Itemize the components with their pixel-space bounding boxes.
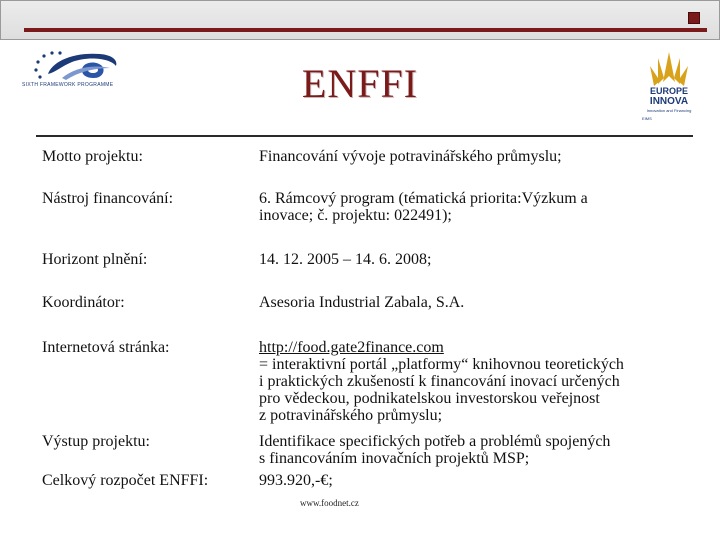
top-decor-bar xyxy=(0,0,720,40)
row-value xyxy=(259,472,679,489)
row-label: Horizont plnění: xyxy=(42,251,148,268)
row-label: Internetová stránka: xyxy=(42,339,170,356)
innova-tagline: Innovation and Financing xyxy=(646,108,692,113)
footer-url: www.foodnet.cz xyxy=(300,498,359,508)
website-link[interactable]: http://food.gate2finance.com xyxy=(259,339,444,356)
row-value xyxy=(259,294,679,311)
row-label: Motto projektu: xyxy=(42,148,143,165)
row-value xyxy=(259,148,679,165)
row-value-line: Asesoria Industrial Zabala, S.A. xyxy=(259,294,465,311)
innova-line1: EUROPE xyxy=(649,86,689,96)
innova-sub: EIMS xyxy=(642,116,652,121)
row-value-line: Financování vývoje potravinářského průmyslu; xyxy=(259,148,562,165)
row-value-line: i praktických zkušeností k financování inovací určených xyxy=(259,373,620,390)
row-value-line: Identifikace specifických potřeb a problémů spojených xyxy=(259,433,611,450)
row-label: Výstup projektu: xyxy=(42,433,150,450)
fp6-caption: SIXTH FRAMEWORK PROGRAMME xyxy=(22,82,114,88)
row-value xyxy=(259,433,679,467)
row-value-line: 14. 12. 2005 – 14. 6. 2008; xyxy=(259,251,432,268)
row-value-line: = interaktivní portál „platformy“ knihovnou teoretických xyxy=(259,356,624,373)
header-divider xyxy=(36,135,693,137)
row-label: Koordinátor: xyxy=(42,294,125,311)
top-corner-square xyxy=(688,12,700,24)
row-value-line: 993.920,-€; xyxy=(259,472,333,489)
row-value-line: pro vědeckou, podnikatelskou investorskou veřejnost xyxy=(259,390,600,407)
innova-line2: INNOVA xyxy=(649,96,689,107)
europe-innova-logo-icon xyxy=(636,48,702,124)
row-value xyxy=(259,251,679,268)
row-label: Celkový rozpočet ENFFI: xyxy=(42,472,209,489)
top-accent-strip xyxy=(24,28,707,32)
row-value-line: inovace; č. projektu: 022491); xyxy=(259,207,452,224)
row-value-line: 6. Rámcový program (tématická priorita:Výzkum a xyxy=(259,190,588,207)
page-title: ENFFI xyxy=(301,61,419,106)
row-value xyxy=(259,339,679,424)
row-value-line: s financováním inovačních projektů MSP; xyxy=(259,450,530,467)
row-value-line: z potravinářského průmyslu; xyxy=(259,407,443,424)
row-label: Nástroj financování: xyxy=(42,190,174,207)
row-value xyxy=(259,190,679,224)
